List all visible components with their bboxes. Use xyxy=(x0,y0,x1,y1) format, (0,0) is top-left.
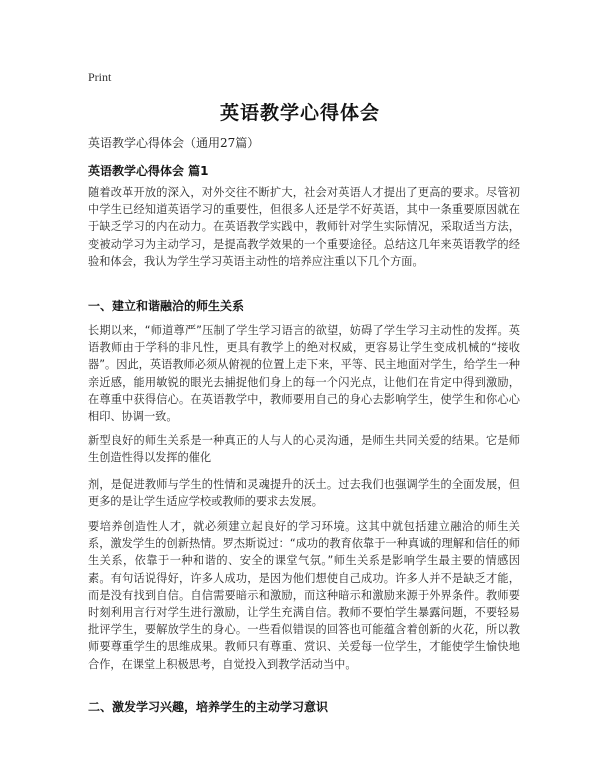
section-heading-1: 一、建立和谐融洽的师生关系 xyxy=(88,299,245,313)
paragraph-new-relationship: 新型良好的师生关系是一种真正的人与人的心灵沟通，是师生共同关爱的结果。它是师生创造性得以发挥的催化 xyxy=(88,434,520,465)
print-link[interactable]: Print xyxy=(88,70,112,84)
paragraph-creative-talent: 要培养创造性人才，就必须建立起良好的学习环境。这其中就包括建立融洽的师生关系，激发学生的创新热情。罗杰斯说过：“成功的教育依靠于一种真诚的理解和信任的师生关系，依靠于一种和谐的、安全的课堂气氛。”师生关系是影响学生最主要的情感因素。有句话说得好，许多人成功，是因为他们想使自己成功。许多人并不是缺乏才能，而是没有找到自信。自信需要暗示和激励，而这种暗示和激励来源于外界条件。教师要时刻利用言行对学生进行激励，让学生充满自信。教师不要怕学生暴露问题，不要轻易批评学生，要解放学生的身心。一些看似错误的回答也可能蕴含着创新的火花，所以教师要尊重学生的思维成果。教师只有尊重、赏识、关爱每一位学生，才能使学生愉快地合作，在课堂上积极思考，自觉投入到教学活动当中。 xyxy=(88,520,520,671)
paragraph-teacher-student: 长期以来，“师道尊严”压制了学生学习语言的欲望，妨碍了学生学习主动性的发挥。英语教师由于学科的非凡性，更具有教学上的绝对权威，更容易让学生变成机械的“接收器”。因此，英语教师必须从俯视的位置上走下来，平等、民主地面对学生，给学生一种亲近感，能用敏锐的眼光去捕捉他们身上的每一个闪光点，让他们在肯定中得到激励，在尊重中获得信心。在英语教学中，教师要用自己的身心去影响学生，使学生和你心心相印、协调一致。 xyxy=(88,324,520,424)
document-title: 英语教学心得体会 xyxy=(219,102,380,124)
paragraph-intro: 随着改革开放的深入，对外交往不断扩大，社会对英语人才提出了更高的要求。尽管初中学生已经知道英语学习的重要性，但很多人还是学不好英语，其中一条重要原因就在于缺乏学习的内在动力。在英语教学实践中，教师针对学生实际情况，采取适当方法，变被动学习为主动学习，是提高教学效果的一个重要途径。总结这几年来英语教学的经验和体会，我认为学生学习英语主动性的培养应注重以下几个方面。 xyxy=(88,186,520,268)
document-subtitle: 英语教学心得体会（通用27篇） xyxy=(88,136,260,150)
paragraph-catalyst: 剂，是促进教师与学生的性情和灵魂提升的沃土。过去我们也强调学生的全面发展，但更多的是让学生适应学校或教师的要求去发展。 xyxy=(88,478,520,509)
article-heading: 英语教学心得体会 篇1 xyxy=(88,164,209,178)
section-heading-2: 二、激发学习兴趣，培养学生的主动学习意识 xyxy=(88,700,329,714)
